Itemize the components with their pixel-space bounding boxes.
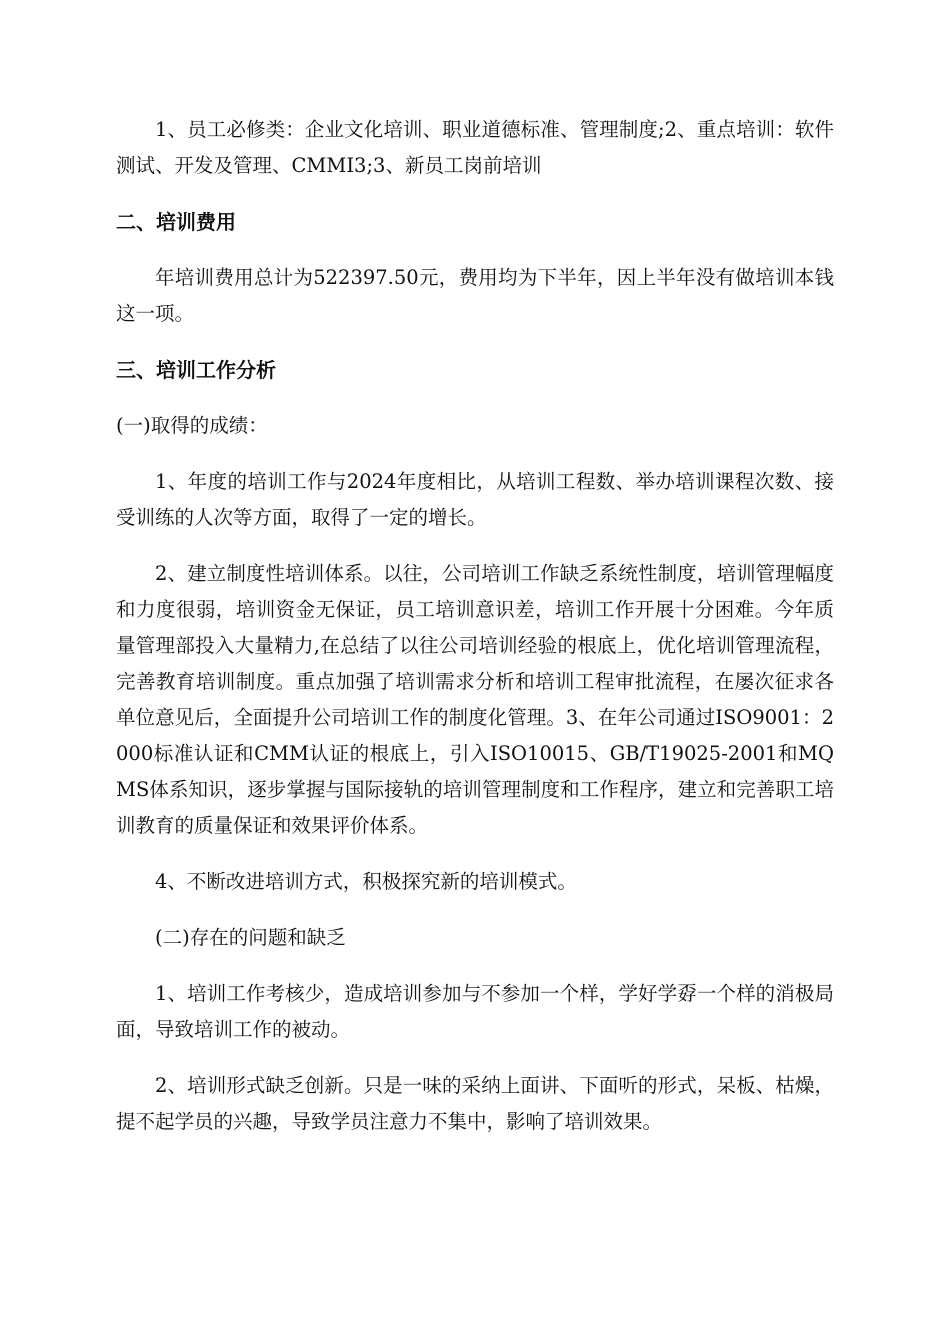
heading-training-analysis: 三、培训工作分析 xyxy=(116,358,276,382)
paragraph-required-courses: 1、员工必修类：企业文化培训、职业道德标准、管理制度;2、重点培训：软件测试、开发及管理、CMMI3;3、新员工岗前培训 xyxy=(116,118,834,177)
subheading-achievements: (一)取得的成绩： xyxy=(116,414,268,437)
paragraph-achievement-4: 4、不断改进培训方式，积极探究新的培训模式。 xyxy=(155,870,577,893)
paragraph-training-cost: 年培训费用总计为522397.50元，费用均为下半年，因上半年没有做培训本钱这一项。 xyxy=(116,266,834,325)
paragraph-problem-1: 1、培训工作考核少，造成培训参加与不参加一个样，学好学孬一个样的消极局面，导致培训工作的被动。 xyxy=(116,982,834,1041)
heading-training-cost: 二、培训费用 xyxy=(116,210,236,234)
paragraph-achievement-1: 1、年度的培训工作与2024年度相比，从培训工程数、举办培训课程次数、接受训练的人次等方面，取得了一定的增长。 xyxy=(116,470,834,529)
paragraph-achievement-2: 2、建立制度性培训体系。以往，公司培训工作缺乏系统性制度，培训管理幅度和力度很弱，培训资金无保证，员工培训意识差，培训工作开展十分困难。今年质量管理部投入大量精力,在总结了以往公司培训经验的根底上，优化培训管理流程，完善教育培训制度。重点加强了培训需求分析和培训工程审批流程，在屡次征求各单位意见后，全面提升公司培训工作的制度化管理。3、在年公司通过ISO9001：2000标准认证和CMM认证的根底上，引入ISO10015、GB/T19025-2001和MQMS体系知识，逐步掌握与国际接轨的培训管理制度和工作程序，建立和完善职工培训教育的质量保证和效果评价体系。 xyxy=(116,562,834,837)
subheading-problems: (二)存在的问题和缺乏 xyxy=(155,926,346,949)
paragraph-problem-2: 2、培训形式缺乏创新。只是一味的采纳上面讲、下面听的形式，呆板、枯燥，提不起学员的兴趣，导致学员注意力不集中，影响了培训效果。 xyxy=(116,1074,834,1133)
